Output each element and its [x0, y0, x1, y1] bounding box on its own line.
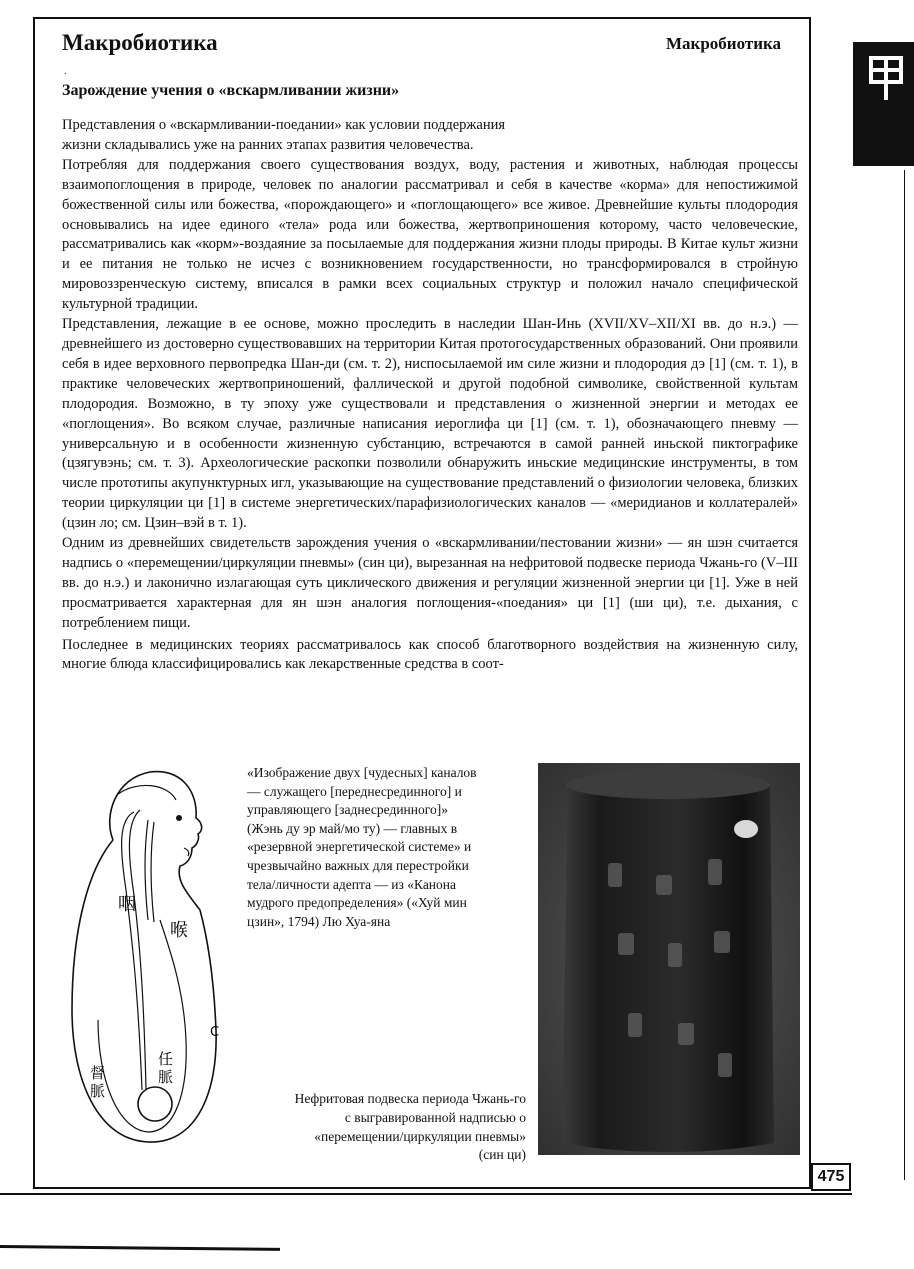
label-du-mai-1: 督	[90, 1064, 106, 1082]
right-figure-caption: Нефритовая подвеска периода Чжань-го с выгравированной надписью о «перемещении/циркуляции пневмы» (син ци)	[294, 1091, 526, 1163]
section-title: Зарождение учения о «вскармливании жизни»	[62, 82, 400, 99]
label-hou: 喉	[170, 920, 188, 941]
label-ren-mai-2: 脈	[158, 1068, 174, 1086]
running-head-left: Макробиотика	[62, 30, 218, 55]
paragraph-4: Одним из древнейших свидетельств зарождения учения о «вскармливании/пестовании жизни» — ян шэн считается надпись о «перемещении/циркуляции пневмы» (син ци), вырезанная на нефритовой подвеске периода Чжань-го (V–III вв. до н.э.) и лаконично излагающая суть циклического движения и регуляции жизненной энергии ци [1]. Уже в ней просматривается характерная для ян шэн аналогия поглощения-«поедания» ци [1] (ши ци), т.е. дыхания, с потреблением пищи.	[62, 535, 798, 631]
label-du-mai-2: 脈	[90, 1082, 106, 1100]
page-frame-bottom-rule	[0, 1193, 852, 1195]
paragraph-1b: жизни складывались уже на ранних этапах развития человечества.	[62, 136, 474, 153]
article-body	[62, 116, 798, 675]
paragraph-1a: Представления о «вскармливании-поедании» как условии поддержания	[62, 117, 506, 133]
jia-character-icon	[866, 52, 906, 104]
paragraph-2: Потребляя для поддержания своего существования воздух, воду, растения и животных, наблюдая процессы взаимопоглощения в природе, человек по аналогии рассматривал и себя в качестве «корма» для непостижимой божественной силы или божества, «порождающего» и «поглощающего» все живое. Древнейшие культы плодородия основывались на идее единого «тела» рода или божества, жертвоприношения которому, часто человеческие, рассматривались как «корм»-воздаяние за посылаемые для поддержания жизни плоды природы. В Китае культ жизни и ее питания не только не исчез с возникновением государственности, но трансформировался в стройную мировоззренческую систему, вписался в рамки всех социальных структур и положил начало специфической культурной традиции.	[62, 156, 798, 313]
paragraph-5: Последнее в медицинских теориях рассматривалось как способ благотворного воздействия на жизненную силу, многие блюда классифицировались как лекарственные средства в соот-	[62, 636, 798, 673]
label-yan: 咽	[118, 894, 136, 915]
scan-artifact-line	[0, 1245, 280, 1251]
page-number: 475	[811, 1163, 851, 1191]
jade-pendant-photo	[538, 763, 800, 1155]
running-head-right: Макробиотика	[666, 34, 782, 53]
section-dot: .	[64, 66, 67, 77]
page-edge-notch	[898, 150, 906, 164]
left-figure-caption: «Изображение двух [чудесных] каналов — служащего [переднесрединного] и управляющего [заднесрединного]» (Жэнь ду эр май/мо ту) — главных в «резервной энергетической системе» и чрезвычайно важных для перестройки тела/личности адепта — из «Канона мудрого предопределения» («Хуй мин цзин», 1794) Лю Хуа-яна	[247, 765, 477, 929]
channels-diagram	[58, 760, 233, 1150]
label-c: C	[210, 1025, 220, 1040]
paragraph-3: Представления, лежащие в ее основе, можно проследить в наследии Шан-Инь (XVII/XV–XII/XI вв. до н.э.) — древнейшего из достоверно существовавших на территории Китая протогосударственных образований. Они проявили себя в идее верховного первопредка Шан-ди (см. т. 2), ниспосылаемой им силе жизни и плодородия дэ [1] (см. т. 1), в практике человеческих жертвоприношений, фаллической и другой подобной символике, свойственной культам плодородия. Возможно, в ту эпоху уже существовали и представления о жизненной энергии и методах ее «поглощения». Во всяком случае, различные написания иероглифа ци [1] (см. т. 1), обозначающего пневму — универсальную и в особенности жизненную субстанцию, встречаются в самой ранней иньской пиктографике (цзягувэнь; см. т. 3). Археологические раскопки позволили обнаружить иньские медицинские инструменты, в том числе прототипы акупунктурных игл, указывающие на существование представлений о физиологии человека, близких теории циркуляции ци [1] в системе энергетических/парафизиологических каналов — «меридианов и коллатералей» (цзин ло; см. Цзин–вэй в т. 1).	[62, 316, 798, 532]
page-edge-strip	[904, 170, 914, 1180]
label-ren-mai-1: 任	[158, 1050, 174, 1068]
